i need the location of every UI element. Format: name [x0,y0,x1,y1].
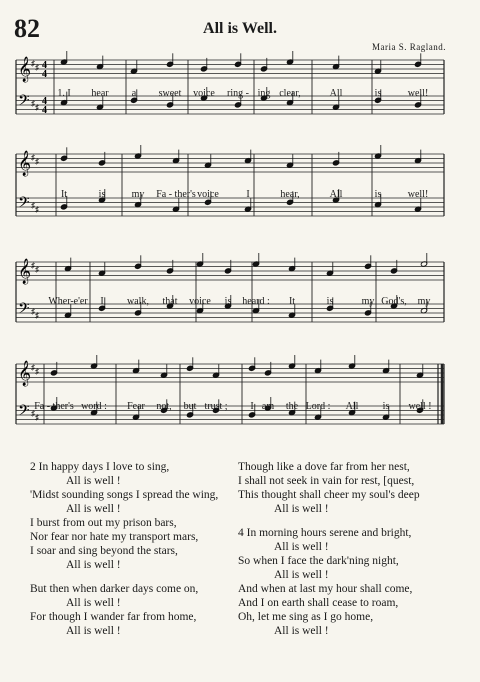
treble-clef-icon: 𝄞 [18,361,32,386]
verse-line: 4 In morning hours serene and bright, [238,527,412,539]
lyric-syllable: Fa - ther's [156,189,196,200]
lyric-syllable: my [417,296,431,307]
lyric-syllable: God's, [381,296,407,307]
verse-line: All is well ! [66,475,121,487]
key-signature-sharp-icon: ♯ [31,409,35,418]
music-system-4 [16,360,444,456]
lyric-syllable: well! [407,189,429,200]
lyric-syllable: voice [189,296,211,307]
lyric-syllable: is [374,88,382,99]
lyric-syllable: voice [197,189,219,200]
verse-line: All is well ! [66,559,121,571]
key-signature-sharp-icon: ♯ [35,265,39,274]
verse-line: Nor fear nor hate my transport mars, [30,531,199,543]
lyric-syllable: well! [407,88,429,99]
verse-line: All is well ! [66,597,121,609]
key-signature-sharp-icon: ♯ [31,59,35,68]
key-signature-sharp-icon: ♯ [31,261,35,270]
lyric-syllable: word : [81,401,107,412]
verse-line: Oh, let me sing as I go home, [238,611,374,623]
lyric-syllable: voice [193,88,215,99]
verse-line: But then when darker days come on, [30,583,199,595]
treble-clef-icon: 𝄞 [18,259,32,284]
lyric-syllable: the [285,401,299,412]
page-number: 82 [14,14,40,43]
verse-line: This thought shall cheer my soul's deep [238,489,420,501]
key-signature-sharp-icon: ♯ [35,413,39,422]
key-signature-sharp-icon: ♯ [35,311,39,320]
lyric-syllable: trust ; [204,401,228,412]
lyric-line-4 [16,401,444,415]
lyric-syllable: I [246,189,250,200]
lyric-syllable: is [224,296,232,307]
key-signature-sharp-icon: ♯ [35,103,39,112]
key-signature-sharp-icon: ♯ [31,363,35,372]
verse-line: I burst from out my prison bars, [30,517,177,529]
key-signature-sharp-icon: ♯ [35,205,39,214]
verses-column-right [238,460,420,638]
time-signature-numeral: 4 [42,105,47,116]
time-signature-numeral: 4 [42,69,47,80]
author-credit: Maria S. Ragland. [372,42,446,52]
verses-column-left [30,460,218,638]
verse-line: So when I face the dark'ning night, [238,555,399,567]
time-signature-numeral: 4 [42,60,47,71]
lyric-syllable: well ! [408,401,432,412]
verse-line: All is well ! [274,541,329,553]
lyric-syllable: 1. I [57,88,71,99]
music-system-2 [16,150,444,250]
verse-line: All is well ! [274,625,329,637]
lyric-syllable: heard : [242,296,270,307]
lyric-syllable: is [382,401,390,412]
time-signature-numeral: 4 [42,96,47,107]
verse-line: Though like a dove far from her nest, [238,461,410,473]
lyric-syllable: sweet [158,88,182,99]
lyric-line-3 [16,296,444,310]
lyric-syllable: ring - [227,88,249,99]
lyric-syllable: is [326,296,334,307]
lyric-syllable: I [250,401,254,412]
lyric-syllable: hear [91,88,109,99]
verse-line: For though I wander far from home, [30,611,197,623]
lyric-syllable: walk, [127,296,149,307]
treble-clef-icon: 𝄞 [18,57,32,82]
bass-clef-icon: 𝄢 [18,92,30,113]
key-signature-sharp-icon: ♯ [35,63,39,72]
verse-line: All is well ! [274,569,329,581]
lyric-line-1 [16,88,444,102]
bass-clef-icon: 𝄢 [18,194,30,215]
lyric-syllable: It [288,296,296,307]
key-signature-sharp-icon: ♯ [31,153,35,162]
lyric-syllable: my [131,189,145,200]
lyric-syllable: am [261,401,275,412]
hymn-title: All is Well. [203,20,277,37]
verse-line: All is well ! [66,625,121,637]
lyric-syllable: Fa - ther's [34,401,74,412]
key-signature-sharp-icon: ♯ [31,307,35,316]
lyric-syllable: ing [257,88,271,99]
music-system-1 [16,56,444,144]
treble-clef-icon: 𝄞 [18,151,32,176]
lyric-syllable: my [361,296,375,307]
lyric-syllable: All [345,401,359,412]
lyric-syllable: I [100,296,104,307]
key-signature-sharp-icon: ♯ [35,367,39,376]
lyric-syllable: is [374,189,382,200]
key-signature-sharp-icon: ♯ [31,99,35,108]
lyric-syllable: not, [156,401,172,412]
lyric-syllable: All [329,189,343,200]
verse-line: All is well ! [274,503,329,515]
music-system-3 [16,258,444,354]
key-signature-sharp-icon: ♯ [31,201,35,210]
verse-line: 'Midst sounding songs I spread the wing, [30,489,219,501]
lyric-syllable: Wher-e'er [48,296,88,307]
lyric-syllable: but [183,401,197,412]
lyric-syllable: Fear [127,401,145,412]
verse-line: 2 In happy days I love to sing, [30,461,170,473]
lyric-syllable: hear, [280,189,300,200]
verse-line: And when at last my hour shall come, [238,583,413,595]
verse-line: I shall not seek in vain for rest, [quest, [238,475,415,487]
bass-clef-icon: 𝄢 [18,402,30,423]
lyric-syllable: a [131,88,137,99]
verse-line: All is well ! [66,503,121,515]
lyric-syllable: All [329,88,343,99]
lyric-syllable: It [60,189,68,200]
bass-clef-icon: 𝄢 [18,300,30,321]
lyric-line-2 [16,189,444,203]
verse-line: And I on earth shall cease to roam, [238,597,399,609]
key-signature-sharp-icon: ♯ [35,157,39,166]
lyric-syllable: that [162,296,178,307]
lyric-syllable: is [98,189,106,200]
verse-line: I soar and sing beyond the stars, [30,545,178,557]
lyric-syllable: clear, [279,88,301,99]
lyric-syllable: Lord : [305,401,331,412]
